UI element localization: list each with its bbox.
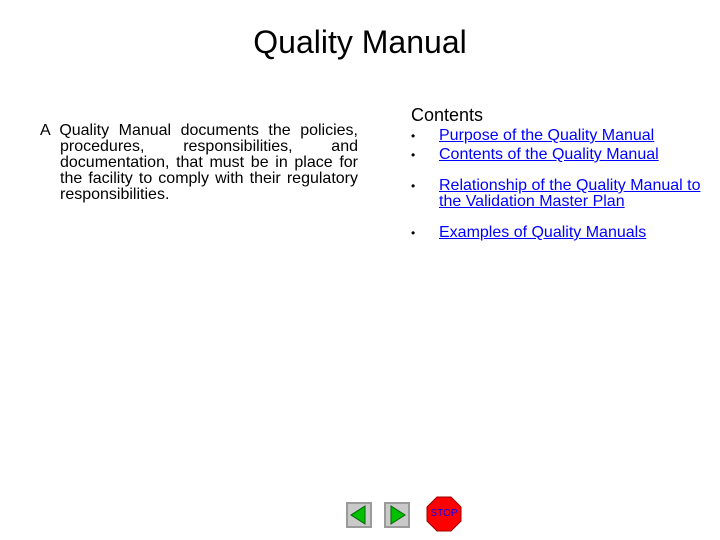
right-arrow-icon (386, 504, 408, 526)
left-arrow-icon (348, 504, 370, 526)
bullet-icon: • (411, 226, 416, 240)
link-purpose[interactable]: Purpose of the Quality Manual (439, 127, 655, 144)
list-item (411, 225, 701, 241)
bullet-icon: • (411, 148, 416, 162)
slide-title: Quality Manual (253, 24, 467, 60)
intro-paragraph: A Quality Manual documents the policies, procedures, responsibilities, and documentation, that must be in place for the facility to comply with their regulatory responsibilities. (40, 122, 358, 203)
list-item (411, 178, 701, 210)
link-contents[interactable]: Contents of the Quality Manual (439, 146, 659, 163)
next-button[interactable] (384, 502, 410, 528)
bullet-icon: • (411, 179, 416, 193)
link-relationship[interactable]: Relationship of the Quality Manual to the Validation Master Plan (439, 177, 701, 210)
bullet-icon: • (411, 129, 416, 143)
previous-button[interactable] (346, 502, 372, 528)
contents-heading: Contents (411, 105, 484, 125)
contents-list (411, 128, 701, 244)
stop-button[interactable] (426, 496, 462, 532)
stop-label: STOP (430, 508, 458, 519)
list-item (411, 147, 701, 163)
list-item (411, 128, 701, 144)
link-examples[interactable]: Examples of Quality Manuals (439, 224, 647, 241)
